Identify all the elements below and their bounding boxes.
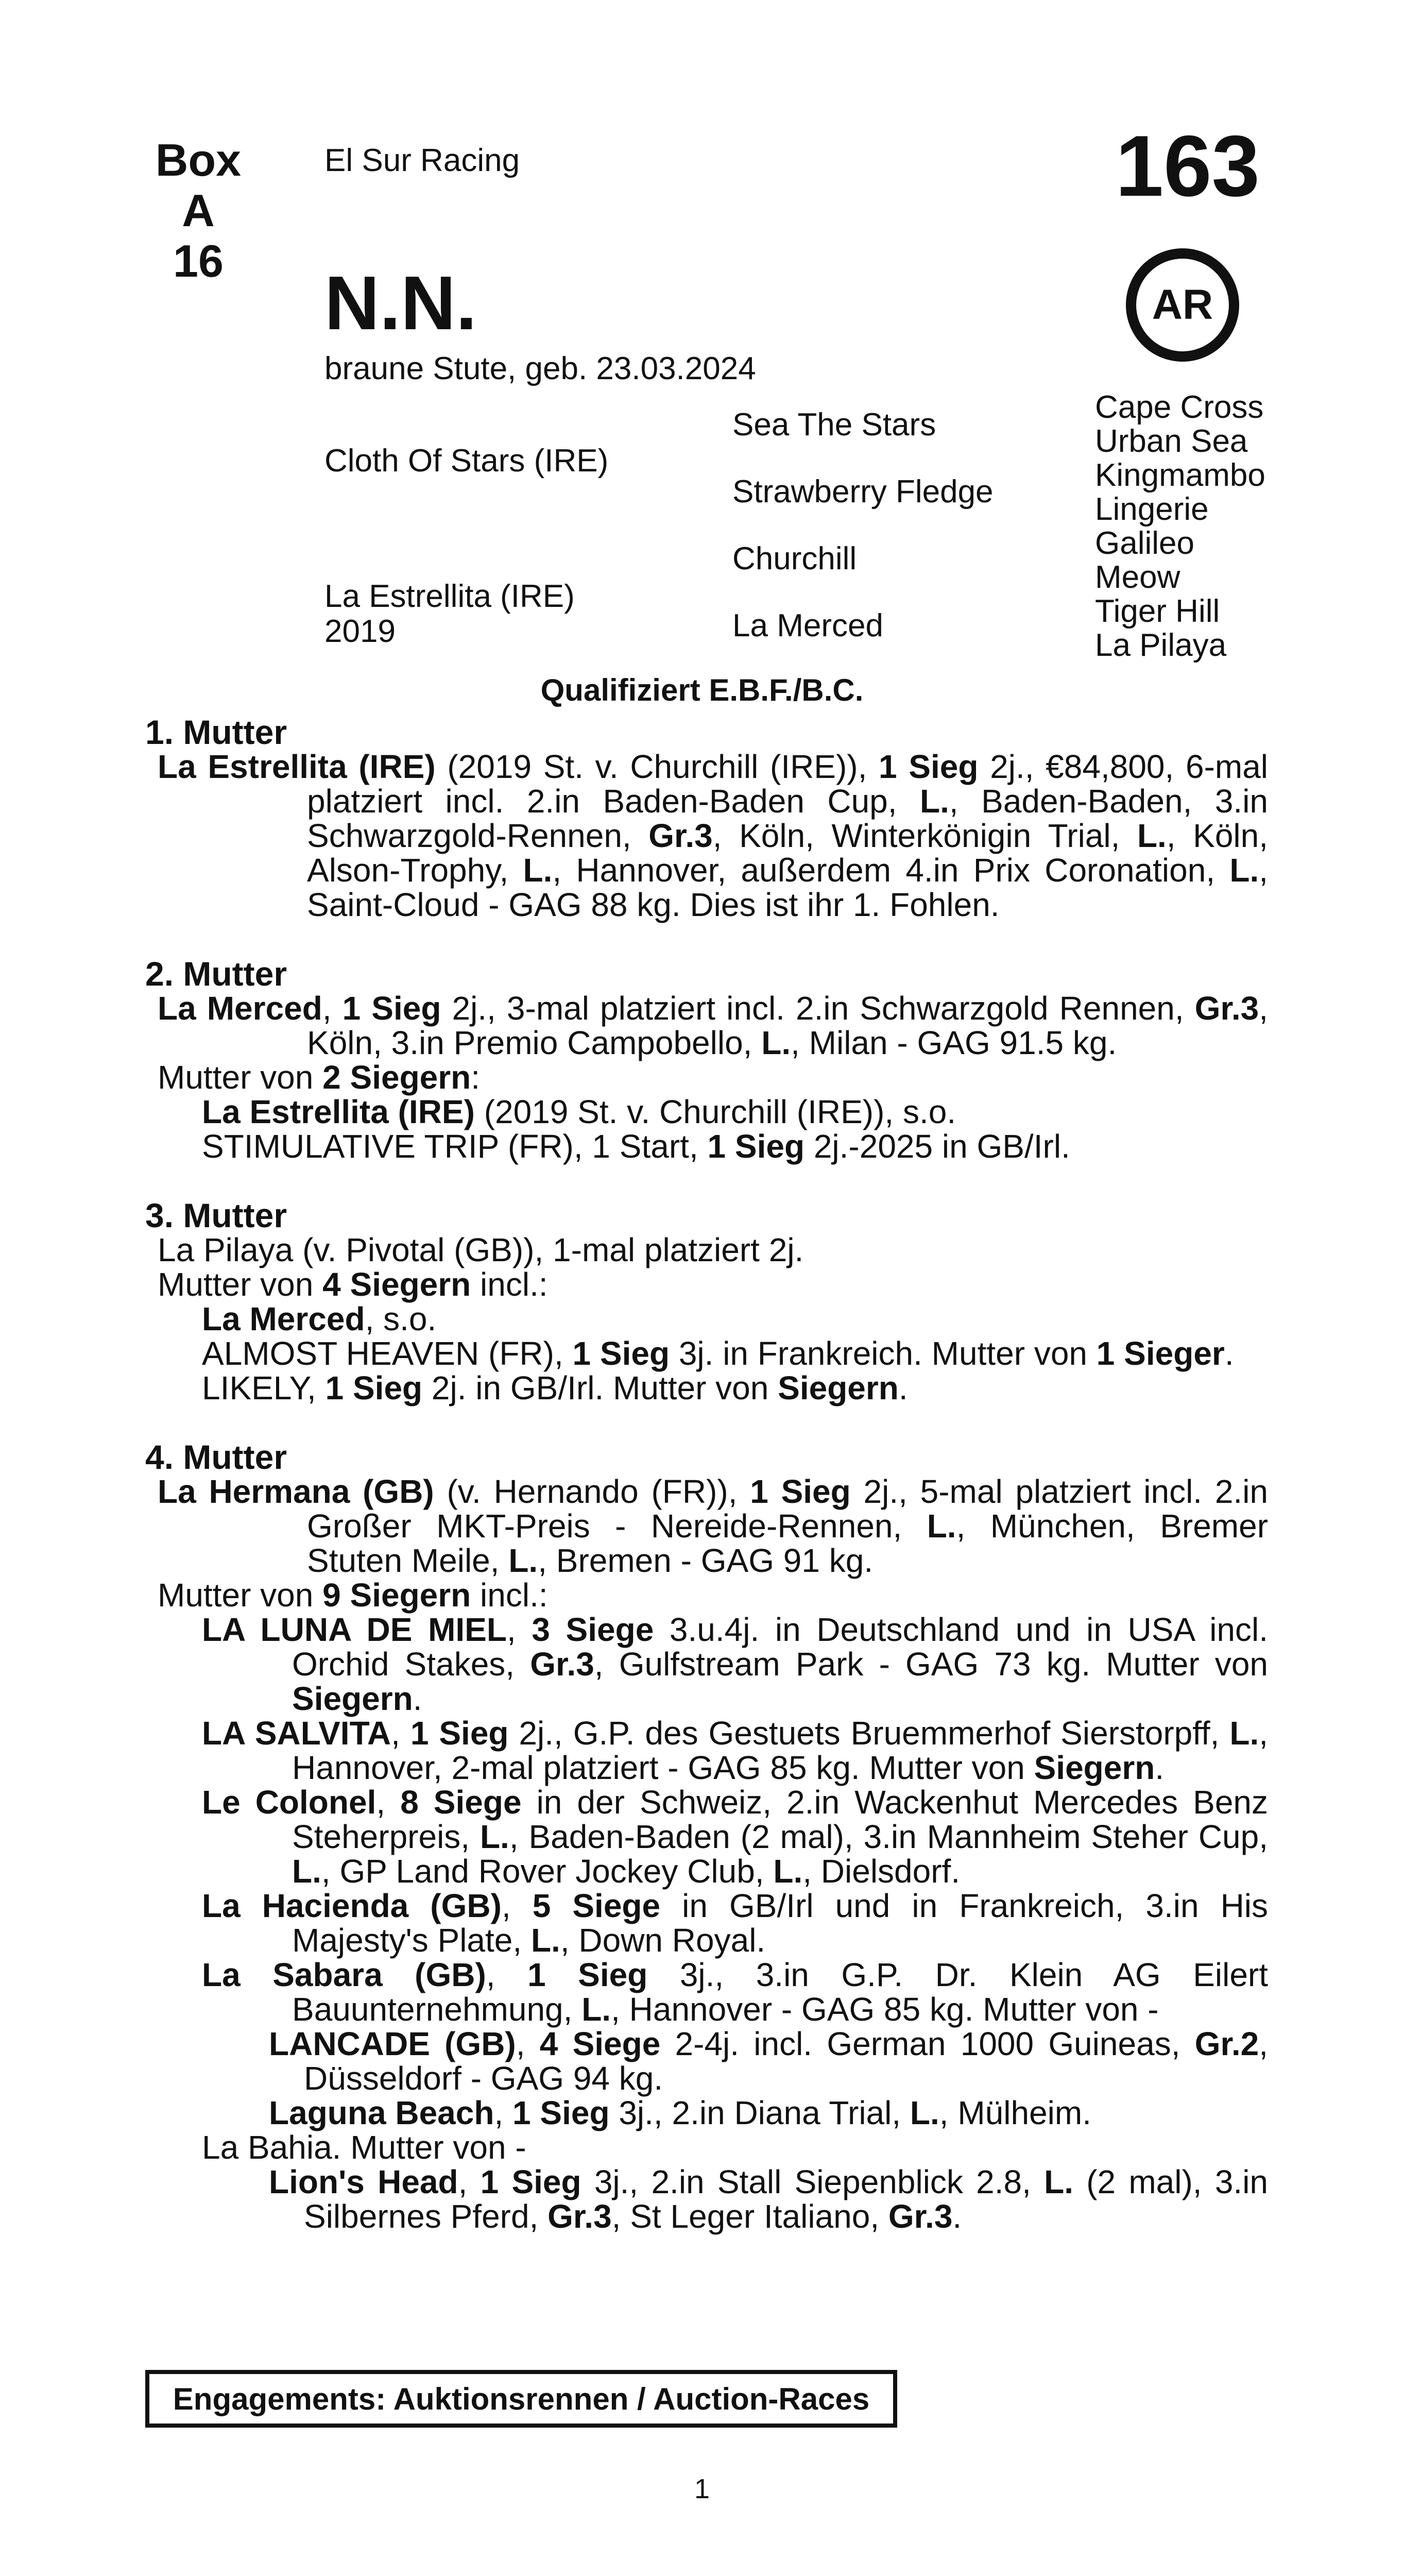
section-heading: 1. Mutter <box>145 713 287 751</box>
bold-text: 1 Sieger <box>1096 1335 1225 1372</box>
bold-text: La Merced <box>158 990 322 1027</box>
text: 2j., 5-mal platziert incl. 2.in Großer MKT-Preis - Nereide-Rennen, <box>307 1473 1269 1545</box>
sire: Cloth Of Stars (IRE) <box>324 443 609 479</box>
text: , <box>376 1784 401 1821</box>
family-entry <box>202 1785 1268 1889</box>
family-entry <box>202 1336 1268 1371</box>
lot-number: 163 <box>1115 117 1260 214</box>
bold-text: La Estrellita (IRE) <box>202 1093 475 1130</box>
owner-name: El Sur Racing <box>324 143 520 178</box>
bold-text: L. <box>773 1853 803 1890</box>
text: , Baden-Baden (2 mal), 3.in Mannheim Steher Cup, <box>509 1818 1269 1855</box>
text: , Down Royal. <box>560 1922 766 1959</box>
bold-text: Le Colonel <box>202 1784 376 1821</box>
bold-text: L. <box>761 1024 791 1061</box>
text: , Mülheim. <box>939 2094 1091 2131</box>
family-entry <box>158 1267 1268 1302</box>
text: , Saint-Cloud - GAG 88 kg. Dies ist ihr 1. Fohlen. <box>307 852 1269 923</box>
bold-text: 5 Siege <box>532 1887 661 1924</box>
bold-text: L. <box>1044 2163 1073 2200</box>
bold-text: 1 Sieg <box>879 748 979 785</box>
bold-text: Gr.3 <box>530 1646 594 1683</box>
mutter-section <box>145 1198 1268 1405</box>
text: Mutter von <box>158 1577 323 1614</box>
ar-badge: AR <box>1126 248 1239 362</box>
text: , Bremen - GAG 91 kg. <box>538 1542 874 1579</box>
bold-text: Lion's Head <box>269 2163 458 2200</box>
family-entry <box>202 1371 1268 1405</box>
text: , Hannover, 2-mal platziert - GAG 85 kg. Mutter von <box>292 1715 1269 1786</box>
text: , Düsseldorf - GAG 94 kg. <box>304 2025 1269 2097</box>
bold-text: Gr.3 <box>648 817 713 854</box>
text: , <box>391 1715 410 1752</box>
great-grandparents <box>1095 391 1265 663</box>
text: 2j., €84,800, 6-mal platziert incl. 2.in Baden-Baden Cup, <box>307 748 1269 820</box>
text: (v. Hernando (FR)), <box>434 1473 750 1510</box>
great-grandparent: Cape Cross <box>1095 389 1264 425</box>
bold-text: 1 Sieg <box>325 1369 423 1406</box>
text: 2j., 3-mal platziert incl. 2.in Schwarzgold Rennen, <box>441 990 1195 1027</box>
bold-text: 1 Sieg <box>572 1335 670 1372</box>
text: , Gulfstream Park - GAG 73 kg. Mutter von <box>594 1646 1269 1683</box>
text: . <box>952 2198 962 2235</box>
section-heading: 2. Mutter <box>145 955 287 993</box>
family-entry <box>158 1233 1268 1267</box>
bold-text: Siegern <box>778 1369 899 1406</box>
bold-text: 8 Siege <box>400 1784 522 1821</box>
family-entry <box>269 2096 1268 2130</box>
bold-text: Laguna Beach <box>269 2094 494 2131</box>
text: Mutter von <box>158 1266 323 1303</box>
bold-text: 3 Siege <box>532 1611 654 1648</box>
qualification: Qualifiziert E.B.F./B.C. <box>540 673 864 707</box>
text: , Dielsdorf. <box>802 1853 961 1890</box>
bold-text: L. <box>581 1991 611 2028</box>
bold-text: 1 Sieg <box>707 1128 805 1165</box>
dam-year: 2019 <box>324 614 396 649</box>
text: , <box>458 2163 481 2200</box>
bold-text: La Merced <box>202 1300 365 1337</box>
great-grandparent: Meow <box>1095 560 1180 595</box>
text: , Köln, Winterkönigin Trial, <box>712 817 1137 854</box>
text: , <box>516 2025 540 2062</box>
great-grandparent: Tiger Hill <box>1095 594 1220 629</box>
family-entry <box>202 1302 1268 1336</box>
text: 3j., 3.in G.P. Dr. Klein AG Eilert Bauunternehmung, <box>292 1956 1268 2028</box>
family-entry <box>202 1613 1268 1716</box>
bold-text: La Sabara (GB) <box>202 1956 486 1993</box>
bold-text: L. <box>1229 1715 1259 1752</box>
text: , s.o. <box>365 1300 437 1337</box>
page-number: 1 <box>694 2473 710 2504</box>
bold-text: 1 Sieg <box>750 1473 851 1510</box>
bold-text: L. <box>480 1818 509 1855</box>
box-info <box>155 135 242 286</box>
box-number: A 16 <box>173 185 224 286</box>
bold-text: Siegern <box>1034 1749 1155 1786</box>
family-entry <box>202 1958 1268 2027</box>
family-entry <box>158 991 1268 1060</box>
bold-text: L. <box>530 1922 560 1959</box>
bold-text: L. <box>927 1507 956 1545</box>
text: STIMULATIVE TRIP (FR), 1 Start, <box>202 1128 708 1165</box>
text: : <box>471 1059 481 1096</box>
text: 2j. in GB/Irl. Mutter von <box>422 1369 778 1406</box>
text: 2j.-2025 in GB/Irl. <box>804 1128 1070 1165</box>
text: , Milan - GAG 91.5 kg. <box>791 1024 1117 1061</box>
text: . <box>898 1369 908 1406</box>
family-entry <box>158 750 1268 922</box>
text: , St Leger Italiano, <box>611 2198 888 2235</box>
dam: La Estrellita (IRE) <box>324 579 575 614</box>
family-entry <box>158 1578 1268 1613</box>
bold-text: L. <box>292 1853 321 1890</box>
mutter-section <box>145 715 1268 922</box>
text: , Baden-Baden, 3.in Schwarzgold-Rennen, <box>307 783 1269 854</box>
bold-text: 1 Sieg <box>410 1715 509 1752</box>
bold-text: L. <box>1137 817 1167 854</box>
family-entry <box>158 1475 1268 1578</box>
text: incl.: <box>471 1266 548 1303</box>
text: . <box>413 1680 422 1717</box>
engagements-box: Engagements: Auktionsrennen / Auction-Races <box>145 2370 897 2428</box>
bold-text: LA SALVITA <box>202 1715 391 1752</box>
text: , Köln, Alson-Trophy, <box>307 817 1268 889</box>
text: , <box>494 2094 512 2131</box>
family-entry <box>202 1129 1268 1164</box>
text: , Hannover, außerdem 4.in Prix Coronation, <box>552 852 1230 889</box>
mutter-section <box>145 957 1268 1164</box>
bold-text: 1 Sieg <box>480 2163 581 2200</box>
bold-text: La Hermana (GB) <box>158 1473 434 1510</box>
bold-text: Gr.2 <box>1194 2025 1259 2062</box>
text: , Köln, 3.in Premio Campobello, <box>307 990 1269 1061</box>
family-entry <box>202 2130 1268 2165</box>
bold-text: Siegern <box>292 1680 413 1717</box>
section-heading: 4. Mutter <box>145 1438 287 1476</box>
family-entry <box>269 2027 1268 2096</box>
bold-text: L. <box>508 1542 538 1579</box>
text: La Bahia. Mutter von - <box>202 2129 526 2166</box>
text: 3j. in Frankreich. Mutter von <box>670 1335 1097 1372</box>
text: LIKELY, <box>202 1369 326 1406</box>
bold-text: Gr.3 <box>888 2198 953 2235</box>
bold-text: La Estrellita (IRE) <box>158 748 436 785</box>
mutter-section <box>145 1440 1268 2234</box>
text: . <box>1224 1335 1234 1372</box>
text: . <box>1155 1749 1165 1786</box>
grandparent: La Merced <box>732 608 883 643</box>
text: in GB/Irl und in Frankreich, 3.in His Majesty's Plate, <box>292 1887 1269 1959</box>
bold-text: 4 Siegern <box>322 1266 471 1303</box>
bold-text: Gr.3 <box>547 2198 612 2235</box>
text: (2 mal), 3.in Silbernes Pferd, <box>304 2163 1269 2235</box>
text: (2019 St. v. Churchill (IRE)), s.o. <box>474 1093 956 1130</box>
bold-text: L. <box>920 783 949 820</box>
grandparent: Sea The Stars <box>732 407 936 443</box>
bold-text: Gr.3 <box>1194 990 1259 1027</box>
text: in der Schweiz, 2.in Wackenhut Mercedes Benz Steherpreis, <box>292 1784 1269 1855</box>
great-grandparent: Galileo <box>1095 526 1194 561</box>
text: ALMOST HEAVEN (FR), <box>202 1335 573 1372</box>
bold-text: La Hacienda (GB) <box>202 1887 502 1924</box>
bold-text: L. <box>910 2094 939 2131</box>
text: , München, Bremer Stuten Meile, <box>307 1507 1269 1579</box>
bold-text: 9 Siegern <box>322 1577 471 1614</box>
text: , <box>322 990 343 1027</box>
bold-text: 1 Sieg <box>512 2094 610 2131</box>
text: 2j., G.P. des Gestuets Bruemmerhof Sierstorpff, <box>508 1715 1230 1752</box>
bold-text: 4 Siege <box>539 2025 661 2062</box>
grandparent: Strawberry Fledge <box>732 474 994 510</box>
grandparent: Churchill <box>732 541 857 577</box>
family-entry <box>202 1095 1268 1129</box>
text: (2019 St. v. Churchill (IRE)), <box>435 748 879 785</box>
text: 3j., 2.in Stall Siepenblick 2.8, <box>581 2163 1045 2200</box>
text: , GP Land Rover Jockey Club, <box>321 1853 774 1890</box>
text: 2-4j. incl. German 1000 Guineas, <box>660 2025 1195 2062</box>
family-entry <box>158 1060 1268 1095</box>
text: , <box>486 1956 528 1993</box>
text: 3j., 2.in Diana Trial, <box>609 2094 910 2131</box>
female-family <box>145 715 1268 2268</box>
text: , <box>501 1887 533 1924</box>
great-grandparent: Lingerie <box>1095 492 1209 527</box>
horse-name: N.N. <box>324 261 477 346</box>
great-grandparent: La Pilaya <box>1095 628 1227 663</box>
text: incl.: <box>471 1577 548 1614</box>
bold-text: 1 Sieg <box>527 1956 648 1993</box>
box-label: Box <box>155 134 242 185</box>
text: Mutter von <box>158 1059 323 1096</box>
text: La Pilaya (v. Pivotal (GB)), 1-mal platziert 2j. <box>158 1231 804 1268</box>
bold-text: L. <box>523 852 553 889</box>
horse-description: braune Stute, geb. 23.03.2024 <box>324 351 756 386</box>
bold-text: LA LUNA DE MIEL <box>202 1611 507 1648</box>
text: , Hannover - GAG 85 kg. Mutter von - <box>611 1991 1159 2028</box>
great-grandparent: Kingmambo <box>1095 457 1265 493</box>
bold-text: LANCADE (GB) <box>269 2025 516 2062</box>
text: 3.u.4j. in Deutschland und in USA incl. Orchid Stakes, <box>292 1611 1269 1683</box>
bold-text: 2 Siegern <box>322 1059 471 1096</box>
section-heading: 3. Mutter <box>145 1196 287 1234</box>
bold-text: L. <box>1229 852 1259 889</box>
bold-text: 1 Sieg <box>342 990 441 1027</box>
family-entry <box>202 1716 1268 1785</box>
family-entry <box>202 1889 1268 1958</box>
family-entry <box>269 2165 1268 2234</box>
text: , <box>506 1611 532 1648</box>
great-grandparent: Urban Sea <box>1095 423 1248 459</box>
